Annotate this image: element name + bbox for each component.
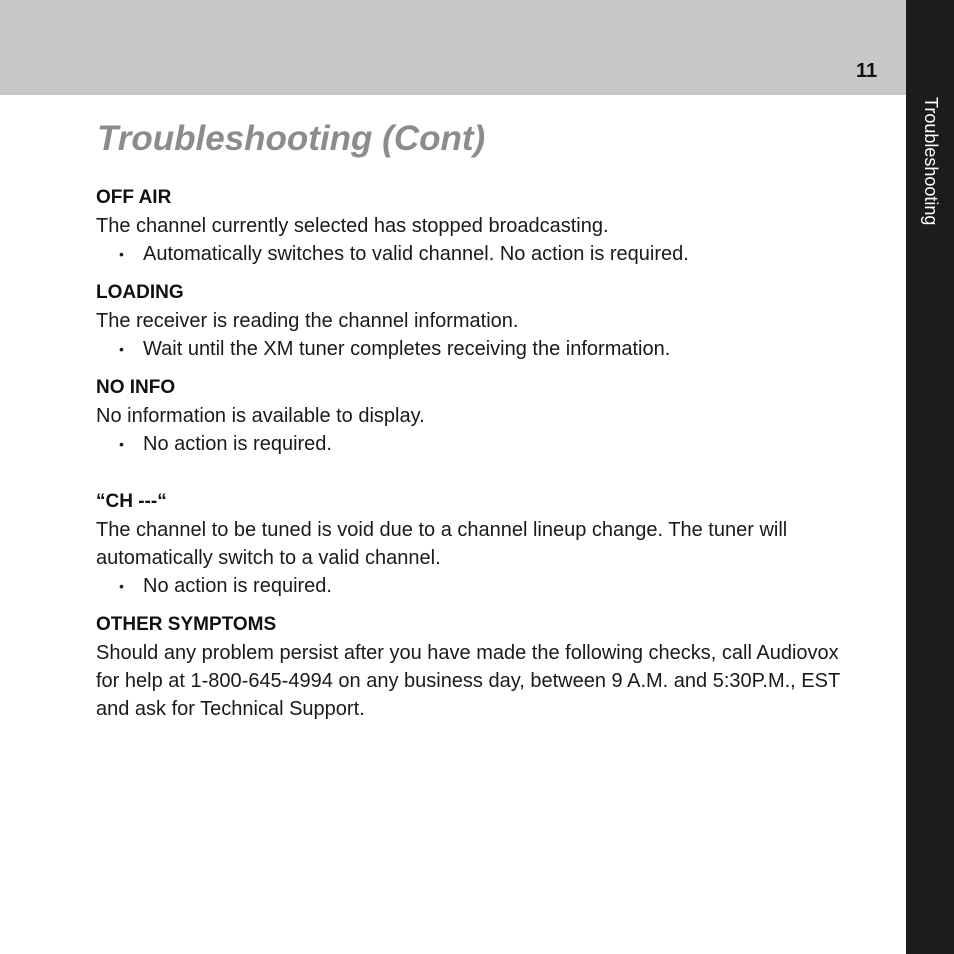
list-item [119,335,846,363]
list-item [119,430,846,458]
section-no-info [96,374,846,458]
section-loading [96,279,846,363]
section-heading: LOADING [96,282,184,303]
list-item [119,572,846,600]
bullet-icon: • [119,578,124,594]
side-tab-label: Troubleshooting [921,97,941,226]
section-off-air [96,184,846,268]
header-band [0,0,906,95]
bullet-list [96,430,846,458]
section-heading: “CH ---“ [96,491,167,512]
list-item-text: Wait until the XM tuner completes receiving the information. [143,338,671,360]
bullet-icon: • [119,341,124,357]
section-description: The channel currently selected has stopped broadcasting. [96,215,609,237]
bullet-list [96,572,846,600]
list-item-text: No action is required. [143,433,332,455]
section-heading: OTHER SYMPTOMS [96,614,277,635]
bullet-list [96,240,846,268]
list-item-text: Automatically switches to valid channel. No action is required. [143,243,689,265]
content-body [96,184,846,734]
bullet-icon: • [119,436,124,452]
list-item-text: No action is required. [143,575,332,597]
section-ch-void [96,488,846,600]
section-other-symptoms [96,611,846,723]
section-description: No information is available to display. [96,405,425,427]
page-title: Troubleshooting (Cont) [97,119,486,158]
section-description: The receiver is reading the channel information. [96,310,519,332]
bullet-icon: • [119,246,124,262]
section-description: Should any problem persist after you have made the following checks, call Audiovox for help at 1-800-645-4994 on any business day, between 9 A.M. and 5:30P.M., EST and ask for Technical Support. [96,642,840,720]
page-number: 11 [856,60,878,82]
bullet-list [96,335,846,363]
section-heading: OFF AIR [96,187,172,208]
section-description: The channel to be tuned is void due to a channel lineup change. The tuner will automatically switch to a valid channel. [96,519,788,569]
list-item [119,240,846,268]
section-heading: NO INFO [96,377,176,398]
